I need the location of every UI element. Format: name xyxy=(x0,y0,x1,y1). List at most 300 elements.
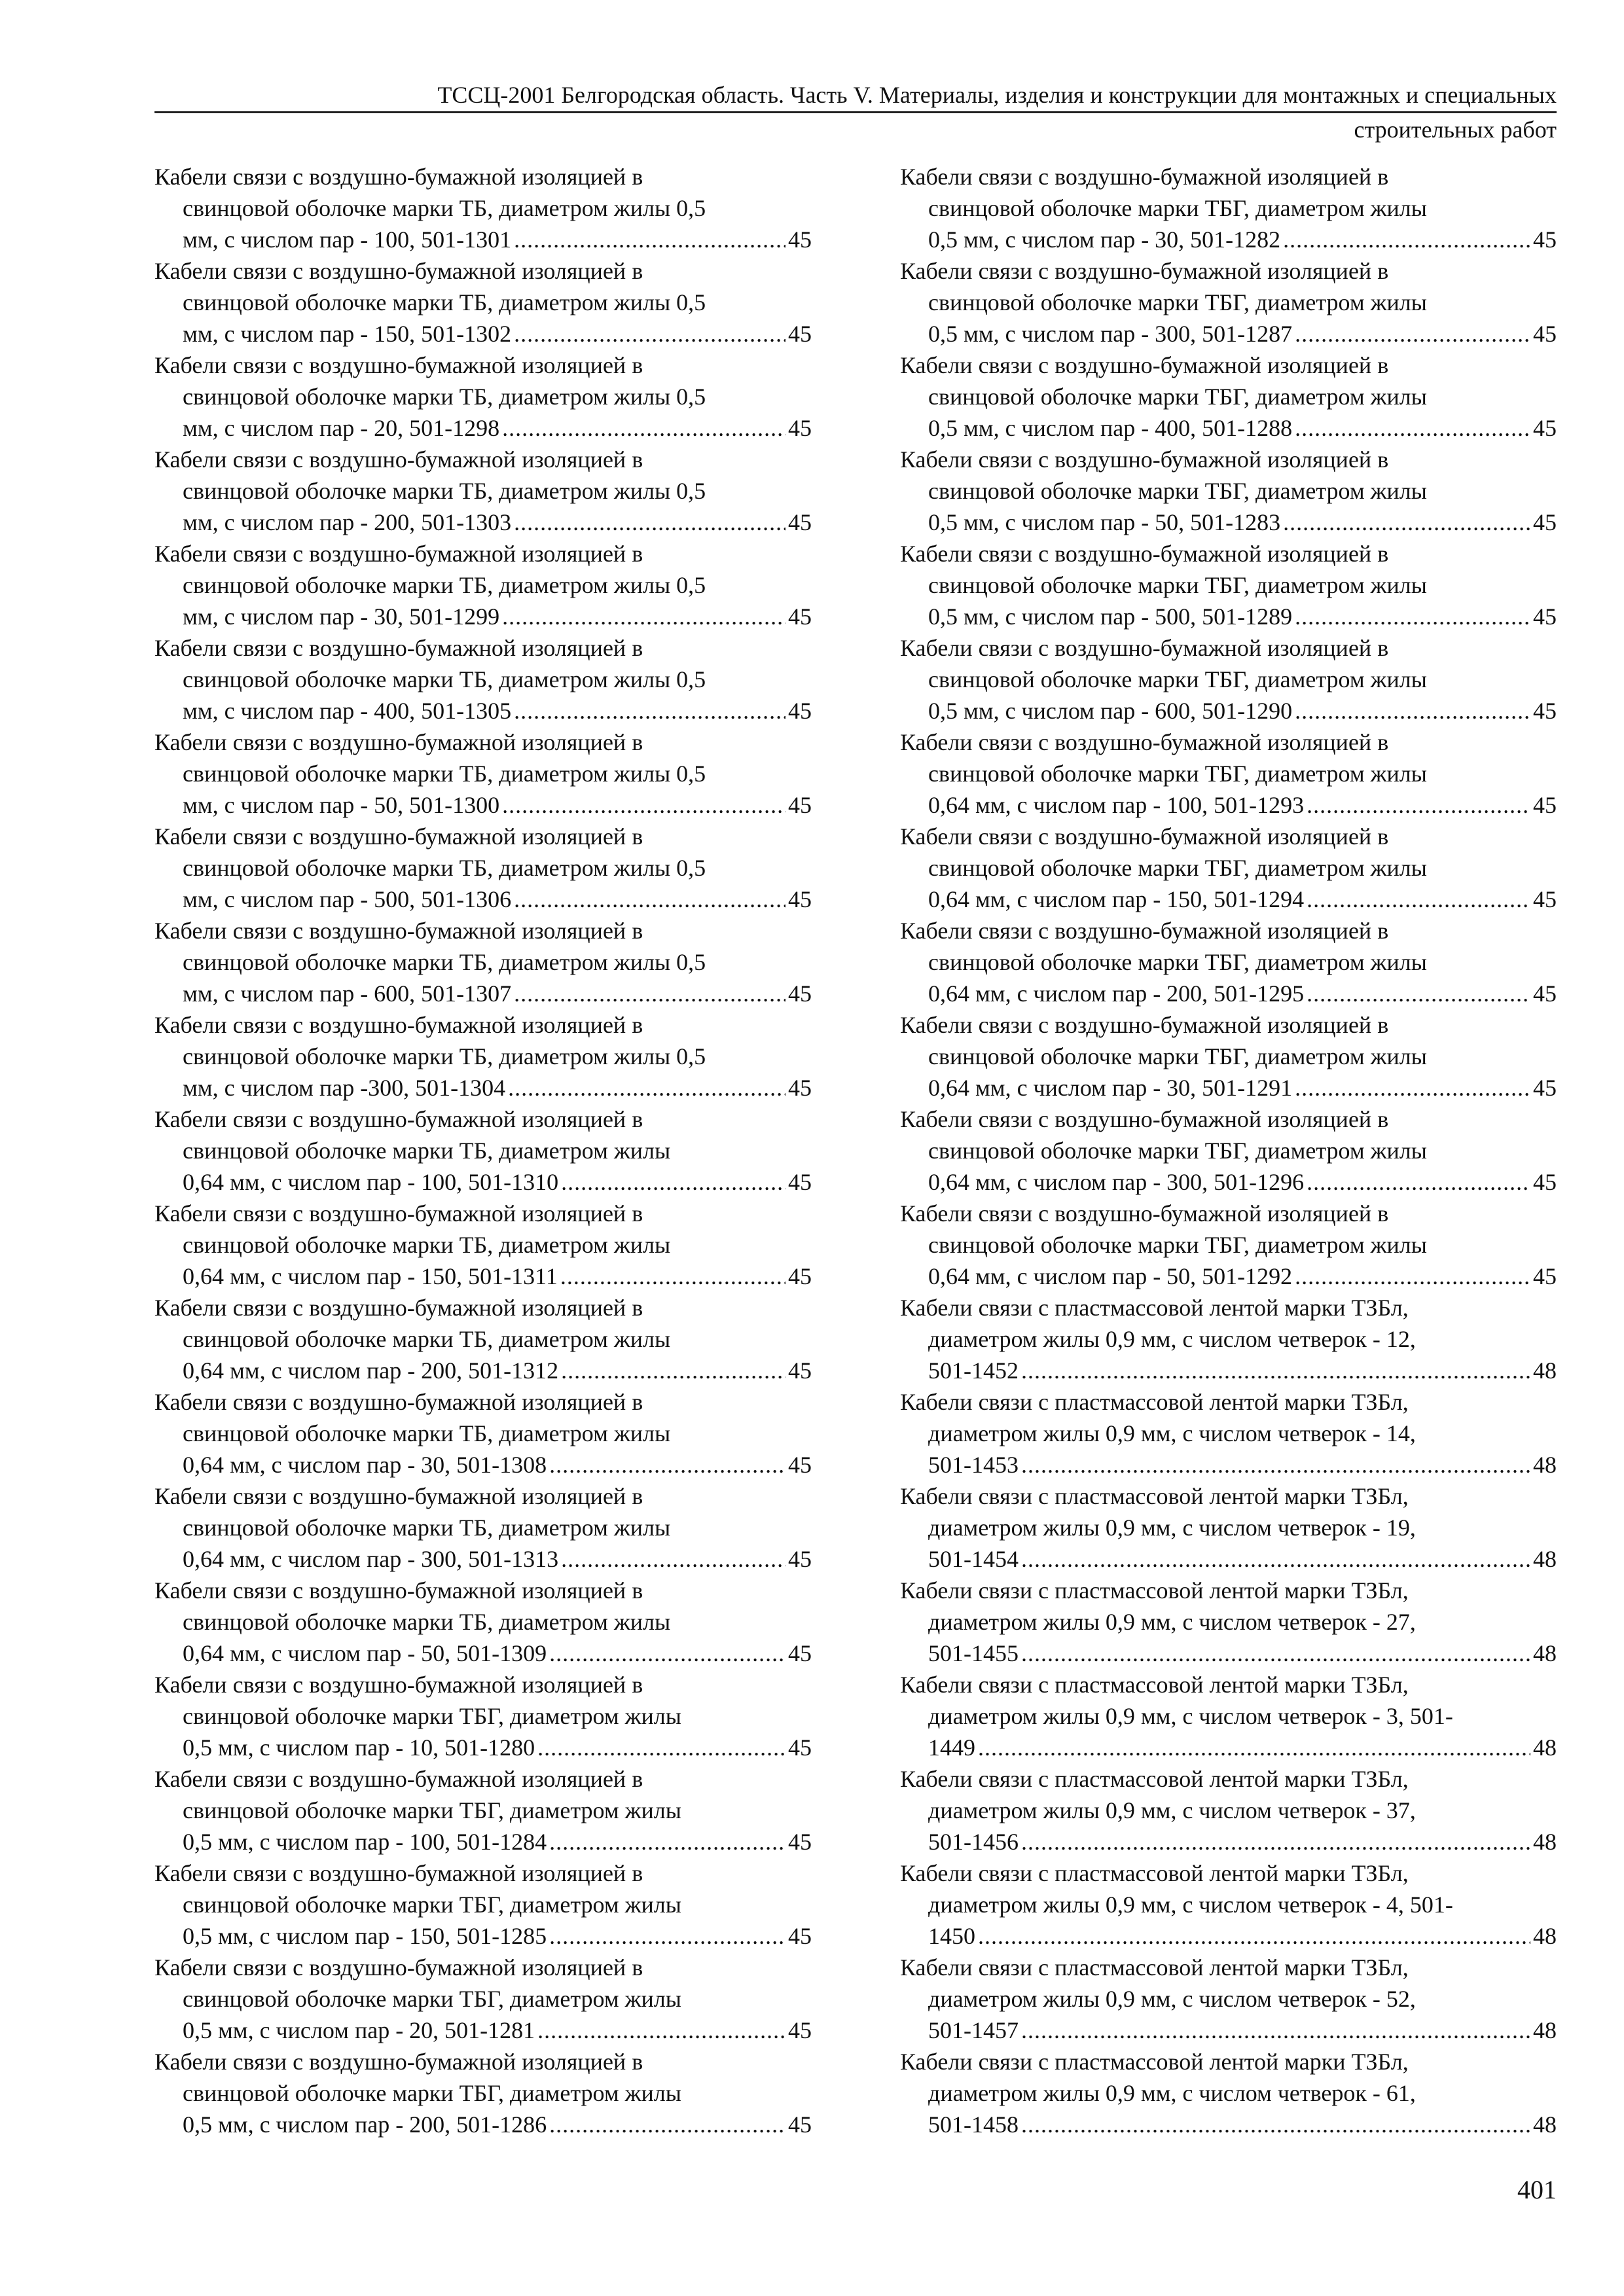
index-entry xyxy=(900,1103,1557,1198)
index-entry xyxy=(900,255,1557,350)
index-entry-line: Кабели связи с воздушно-бумажной изоляцией в xyxy=(154,635,643,661)
index-entry-line: Кабели связи с воздушно-бумажной изоляцией в xyxy=(154,1954,643,1981)
index-entry-line: Кабели связи с пластмассовой лентой марки ТЗБл, xyxy=(900,1766,1409,1792)
index-entry-page: 48 xyxy=(1533,1357,1557,1384)
index-entry-line: Кабели связи с воздушно-бумажной изоляцией в xyxy=(900,823,1389,850)
index-entry xyxy=(900,726,1557,821)
dot-leader xyxy=(1307,884,1530,915)
index-entry-last-line xyxy=(154,2015,812,2046)
index-entry-text: 0,64 мм, с числом пар - 300, 501-1296 xyxy=(928,1169,1305,1195)
index-entry-line: свинцовой оболочке марки ТБГ, диаметром жилы xyxy=(928,1232,1427,1258)
dot-leader xyxy=(502,412,785,444)
index-entry-page: 45 xyxy=(788,415,812,441)
index-entry xyxy=(900,161,1557,255)
index-column-left xyxy=(154,161,812,2140)
index-entry-page: 48 xyxy=(1533,1546,1557,1572)
index-entry xyxy=(900,2046,1557,2140)
index-entry-text: 0,5 мм, с числом пар - 100, 501-1284 xyxy=(183,1829,547,1855)
index-entry-line: свинцовой оболочке марки ТБ, диаметром жилы 0,5 xyxy=(183,478,706,504)
dot-leader xyxy=(502,601,785,632)
index-entry xyxy=(900,1952,1557,2046)
index-entry xyxy=(900,1386,1557,1480)
dot-leader xyxy=(537,1732,785,1763)
index-entry-text: мм, с числом пар - 500, 501-1306 xyxy=(183,886,512,912)
index-entry-line: Кабели связи с воздушно-бумажной изоляцией в xyxy=(154,258,643,284)
index-entry-line: Кабели связи с воздушно-бумажной изоляцией в xyxy=(154,541,643,567)
index-entry-last-line xyxy=(900,1543,1557,1575)
index-entry-text: 0,5 мм, с числом пар - 600, 501-1290 xyxy=(928,698,1293,724)
index-entry xyxy=(154,1386,812,1480)
index-entry-last-line xyxy=(154,601,812,632)
index-entry-last-line xyxy=(900,2109,1557,2140)
dot-leader xyxy=(514,224,785,255)
index-entry-text: 501-1458 xyxy=(928,2111,1019,2138)
header-rule xyxy=(154,111,1557,113)
index-entry-line: свинцовой оболочке марки ТБ, диаметром жилы xyxy=(183,1515,671,1541)
index-entry xyxy=(154,1952,812,2046)
index-entry xyxy=(900,1763,1557,1857)
index-entry-text: 0,64 мм, с числом пар - 150, 501-1294 xyxy=(928,886,1305,912)
dot-leader xyxy=(978,1732,1530,1763)
index-entry-last-line xyxy=(154,1543,812,1575)
index-entry-page: 45 xyxy=(788,1640,812,1666)
dot-leader xyxy=(1295,1261,1530,1292)
index-entry-line: свинцовой оболочке марки ТБГ, диаметром жилы xyxy=(183,2080,681,2106)
index-entry xyxy=(154,1575,812,1669)
header-title-line-1: ТССЦ-2001 Белгородская область. Часть V. Материалы, изделия и конструкции для монтажных и специальных xyxy=(437,82,1557,108)
index-entry-page: 48 xyxy=(1533,1452,1557,1478)
index-entry-text: 0,64 мм, с числом пар - 30, 501-1291 xyxy=(928,1075,1293,1101)
index-entry-page: 45 xyxy=(788,1263,812,1289)
index-entry-last-line xyxy=(900,1355,1557,1386)
index-entry-page: 45 xyxy=(788,603,812,630)
index-entry-last-line xyxy=(900,412,1557,444)
index-entry xyxy=(154,726,812,821)
index-entry-text: 501-1453 xyxy=(928,1452,1019,1478)
index-entry-text: 0,5 мм, с числом пар - 400, 501-1288 xyxy=(928,415,1293,441)
index-entry-text: 1449 xyxy=(928,1734,975,1761)
index-entry-page: 45 xyxy=(788,2017,812,2043)
index-entry-page: 45 xyxy=(1533,1075,1557,1101)
index-entry xyxy=(900,1575,1557,1669)
index-entry xyxy=(900,632,1557,726)
index-entry-text: мм, с числом пар - 50, 501-1300 xyxy=(183,792,500,818)
index-entry-last-line xyxy=(154,978,812,1009)
index-entry-text: 501-1457 xyxy=(928,2017,1019,2043)
index-entry-page: 48 xyxy=(1533,2017,1557,2043)
index-entry-line: свинцовой оболочке марки ТБГ, диаметром жилы xyxy=(183,1892,681,1918)
index-entry xyxy=(154,1292,812,1386)
index-entry-line: свинцовой оболочке марки ТБГ, диаметром жилы xyxy=(183,1703,681,1729)
index-entry-line: Кабели связи с воздушно-бумажной изоляцией в xyxy=(154,823,643,850)
index-entry-page: 45 xyxy=(788,886,812,912)
index-entry-line: свинцовой оболочке марки ТБГ, диаметром жилы xyxy=(183,1797,681,1823)
dot-leader xyxy=(514,507,785,538)
index-entry-page: 45 xyxy=(788,1923,812,1949)
dot-leader xyxy=(514,884,785,915)
index-entry-last-line xyxy=(900,1920,1557,1952)
index-entry-text: 501-1452 xyxy=(928,1357,1019,1384)
index-entry-line: Кабели связи с воздушно-бумажной изоляцией в xyxy=(154,1860,643,1886)
index-entry-page: 45 xyxy=(1533,509,1557,535)
index-entry-text: 501-1454 xyxy=(928,1546,1019,1572)
index-entry-line: свинцовой оболочке марки ТБ, диаметром жилы 0,5 xyxy=(183,855,706,881)
index-entry-line: свинцовой оболочке марки ТБ, диаметром жилы 0,5 xyxy=(183,666,706,692)
index-entry-line: свинцовой оболочке марки ТБ, диаметром жилы xyxy=(183,1609,671,1635)
dot-leader xyxy=(508,1072,785,1103)
index-entry-last-line xyxy=(154,507,812,538)
dot-leader xyxy=(1295,412,1530,444)
index-entry-line: Кабели связи с пластмассовой лентой марки ТЗБл, xyxy=(900,1860,1409,1886)
index-entry-text: мм, с числом пар -300, 501-1304 xyxy=(183,1075,506,1101)
index-entry-text: 0,64 мм, с числом пар - 200, 501-1295 xyxy=(928,980,1305,1007)
index-entry-text: 0,64 мм, с числом пар - 100, 501-1310 xyxy=(183,1169,559,1195)
index-entry-text: мм, с числом пар - 100, 501-1301 xyxy=(183,226,512,253)
index-entry-line: Кабели связи с воздушно-бумажной изоляцией в xyxy=(900,164,1389,190)
index-entry xyxy=(154,821,812,915)
index-entry-text: мм, с числом пар - 20, 501-1298 xyxy=(183,415,500,441)
index-entry-line: свинцовой оболочке марки ТБ, диаметром жилы xyxy=(183,1232,671,1258)
index-entry-line: свинцовой оболочке марки ТБГ, диаметром жилы xyxy=(928,289,1427,315)
index-entry-last-line xyxy=(154,1261,812,1292)
index-entry-page: 45 xyxy=(1533,1169,1557,1195)
index-entry xyxy=(154,1009,812,1103)
index-entry xyxy=(154,1198,812,1292)
index-entry-line: Кабели связи с воздушно-бумажной изоляцией в xyxy=(900,446,1389,473)
index-entry xyxy=(154,255,812,350)
dot-leader xyxy=(1295,695,1530,726)
index-entry-page: 45 xyxy=(1533,603,1557,630)
index-entry-page: 48 xyxy=(1533,1923,1557,1949)
index-entry-line: диаметром жилы 0,9 мм, с числом четверок - 3, 501- xyxy=(928,1703,1453,1729)
index-entry-line: свинцовой оболочке марки ТБ, диаметром жилы 0,5 xyxy=(183,195,706,221)
index-entry-line: Кабели связи с пластмассовой лентой марки ТЗБл, xyxy=(900,1483,1409,1509)
index-entry-line: Кабели связи с воздушно-бумажной изоляцией в xyxy=(900,541,1389,567)
index-entry-page: 45 xyxy=(788,1829,812,1855)
index-entry-last-line xyxy=(900,1638,1557,1669)
index-entry-line: диаметром жилы 0,9 мм, с числом четверок - 61, xyxy=(928,2080,1416,2106)
index-entry-last-line xyxy=(900,884,1557,915)
index-entry xyxy=(900,1480,1557,1575)
dot-leader xyxy=(549,1638,785,1669)
index-entry-line: свинцовой оболочке марки ТБГ, диаметром жилы xyxy=(928,1138,1427,1164)
index-entry-line: Кабели связи с пластмассовой лентой марки ТЗБл, xyxy=(900,1954,1409,1981)
index-entry-line: свинцовой оболочке марки ТБ, диаметром жилы 0,5 xyxy=(183,761,706,787)
index-entry-line: Кабели связи с воздушно-бумажной изоляцией в xyxy=(900,1012,1389,1038)
index-entry-line: свинцовой оболочке марки ТБ, диаметром жилы xyxy=(183,1420,671,1446)
index-entry-page: 45 xyxy=(1533,792,1557,818)
index-entry-line: свинцовой оболочке марки ТБ, диаметром жилы 0,5 xyxy=(183,289,706,315)
index-entry-last-line xyxy=(154,1732,812,1763)
index-entry-last-line xyxy=(900,1449,1557,1480)
index-entry xyxy=(900,1198,1557,1292)
index-entry-last-line xyxy=(154,1826,812,1857)
index-entry xyxy=(154,1669,812,1763)
index-entry xyxy=(900,1009,1557,1103)
index-entry-line: свинцовой оболочке марки ТБ, диаметром жилы 0,5 xyxy=(183,384,706,410)
index-entry-last-line xyxy=(900,1826,1557,1857)
index-entry-text: 0,5 мм, с числом пар - 10, 501-1280 xyxy=(183,1734,535,1761)
index-entry xyxy=(154,161,812,255)
index-entry-line: Кабели связи с воздушно-бумажной изоляцией в xyxy=(900,918,1389,944)
index-entry-text: мм, с числом пар - 200, 501-1303 xyxy=(183,509,512,535)
index-entry-line: свинцовой оболочке марки ТБ, диаметром жилы 0,5 xyxy=(183,949,706,975)
index-entry-last-line xyxy=(900,978,1557,1009)
index-entry-page: 45 xyxy=(788,2111,812,2138)
index-entry xyxy=(154,2046,812,2140)
index-entry xyxy=(900,538,1557,632)
dot-leader xyxy=(1021,1543,1530,1575)
index-entry-line: свинцовой оболочке марки ТБГ, диаметром жилы xyxy=(928,855,1427,881)
index-entry-line: Кабели связи с воздушно-бумажной изоляцией в xyxy=(900,352,1389,378)
index-entry-line: свинцовой оболочке марки ТБГ, диаметром жилы xyxy=(928,572,1427,598)
index-entry-page: 45 xyxy=(788,1169,812,1195)
dot-leader xyxy=(1021,1355,1530,1386)
index-entry-last-line xyxy=(154,318,812,350)
index-entry-line: свинцовой оболочке марки ТБГ, диаметром жилы xyxy=(928,1043,1427,1069)
index-entry-last-line xyxy=(154,884,812,915)
index-entry-last-line xyxy=(154,412,812,444)
index-entry xyxy=(900,915,1557,1009)
index-entry-line: диаметром жилы 0,9 мм, с числом четверок - 12, xyxy=(928,1326,1416,1352)
index-entry xyxy=(154,915,812,1009)
index-entry-last-line xyxy=(154,1072,812,1103)
index-entry-text: 0,64 мм, с числом пар - 150, 501-1311 xyxy=(183,1263,558,1289)
index-entry-last-line xyxy=(900,318,1557,350)
index-entry-page: 45 xyxy=(788,1357,812,1384)
index-entry-line: Кабели связи с воздушно-бумажной изоляцией в xyxy=(154,1295,643,1321)
index-entry-last-line xyxy=(154,1638,812,1669)
index-entry-line: Кабели связи с воздушно-бумажной изоляцией в xyxy=(154,1389,643,1415)
index-entry-text: 0,5 мм, с числом пар - 200, 501-1286 xyxy=(183,2111,547,2138)
index-entry-page: 48 xyxy=(1533,1734,1557,1761)
dot-leader xyxy=(1283,507,1530,538)
index-column-right xyxy=(900,161,1557,2140)
index-entry-page: 45 xyxy=(1533,321,1557,347)
index-entry xyxy=(154,1103,812,1198)
index-entry-page: 45 xyxy=(788,1734,812,1761)
index-entry-page: 48 xyxy=(1533,1829,1557,1855)
dot-leader xyxy=(1021,1638,1530,1669)
index-entry-text: 0,64 мм, с числом пар - 50, 501-1292 xyxy=(928,1263,1293,1289)
index-entry-page: 45 xyxy=(788,698,812,724)
index-entry-text: мм, с числом пар - 150, 501-1302 xyxy=(183,321,512,347)
index-entry-line: Кабели связи с воздушно-бумажной изоляцией в xyxy=(154,446,643,473)
index-entry xyxy=(900,821,1557,915)
index-entry xyxy=(154,632,812,726)
index-entry-line: Кабели связи с воздушно-бумажной изоляцией в xyxy=(154,1106,643,1132)
index-entry-page: 45 xyxy=(788,792,812,818)
index-entry-page: 45 xyxy=(788,980,812,1007)
index-entry-text: 0,5 мм, с числом пар - 30, 501-1282 xyxy=(928,226,1281,253)
dot-leader xyxy=(1295,1072,1530,1103)
index-entry-line: свинцовой оболочке марки ТБ, диаметром жилы xyxy=(183,1326,671,1352)
index-entry xyxy=(900,1669,1557,1763)
index-entry-text: 0,5 мм, с числом пар - 50, 501-1283 xyxy=(928,509,1281,535)
index-entry-text: 0,5 мм, с числом пар - 150, 501-1285 xyxy=(183,1923,547,1949)
index-entry-text: 0,64 мм, с числом пар - 200, 501-1312 xyxy=(183,1357,559,1384)
index-entry-line: Кабели связи с воздушно-бумажной изоляцией в xyxy=(900,258,1389,284)
index-entry-page: 45 xyxy=(788,509,812,535)
index-entry-line: свинцовой оболочке марки ТБГ, диаметром жилы xyxy=(928,195,1427,221)
index-entry-last-line xyxy=(900,2015,1557,2046)
index-entry-last-line xyxy=(900,1732,1557,1763)
index-entry-text: 0,64 мм, с числом пар - 30, 501-1308 xyxy=(183,1452,547,1478)
dot-leader xyxy=(561,1166,785,1198)
index-entry xyxy=(900,444,1557,538)
index-entry-last-line xyxy=(154,1355,812,1386)
index-entry-page: 45 xyxy=(1533,886,1557,912)
index-entry-page: 45 xyxy=(1533,698,1557,724)
index-entry-last-line xyxy=(900,1072,1557,1103)
index-entry xyxy=(900,1857,1557,1952)
dot-leader xyxy=(549,1826,785,1857)
index-entry-page: 45 xyxy=(1533,226,1557,253)
index-entry-text: мм, с числом пар - 600, 501-1307 xyxy=(183,980,512,1007)
dot-leader xyxy=(549,1449,785,1480)
dot-leader xyxy=(514,695,785,726)
index-entry-page: 45 xyxy=(1533,415,1557,441)
dot-leader xyxy=(560,1261,785,1292)
index-entry-line: диаметром жилы 0,9 мм, с числом четверок - 37, xyxy=(928,1797,1416,1823)
index-entry-page: 45 xyxy=(1533,1263,1557,1289)
index-entry-line: Кабели связи с пластмассовой лентой марки ТЗБл, xyxy=(900,1389,1409,1415)
index-entry xyxy=(900,350,1557,444)
index-entry-last-line xyxy=(900,695,1557,726)
index-entry-last-line xyxy=(900,1261,1557,1292)
index-entry-line: Кабели связи с воздушно-бумажной изоляцией в xyxy=(154,352,643,378)
index-entry-line: Кабели связи с воздушно-бумажной изоляцией в xyxy=(154,1012,643,1038)
index-entry-line: Кабели связи с воздушно-бумажной изоляцией в xyxy=(154,1577,643,1604)
dot-leader xyxy=(549,1920,785,1952)
index-entry xyxy=(154,1857,812,1952)
dot-leader xyxy=(1307,1166,1530,1198)
index-entry-line: Кабели связи с пластмассовой лентой марки ТЗБл, xyxy=(900,1672,1409,1698)
dot-leader xyxy=(1021,1449,1530,1480)
index-entry-text: 1450 xyxy=(928,1923,975,1949)
index-entry-line: Кабели связи с воздушно-бумажной изоляцией в xyxy=(154,729,643,755)
dot-leader xyxy=(514,978,785,1009)
index-entry-line: свинцовой оболочке марки ТБ, диаметром жилы 0,5 xyxy=(183,1043,706,1069)
index-entry-line: диаметром жилы 0,9 мм, с числом четверок - 52, xyxy=(928,1986,1416,2012)
dot-leader xyxy=(549,2109,785,2140)
index-entry-line: Кабели связи с воздушно-бумажной изоляцией в xyxy=(154,2049,643,2075)
dot-leader xyxy=(561,1543,785,1575)
index-entry xyxy=(154,444,812,538)
index-entry-last-line xyxy=(154,789,812,821)
index-entry-page: 45 xyxy=(788,1075,812,1101)
index-entry-text: 0,64 мм, с числом пар - 300, 501-1313 xyxy=(183,1546,559,1572)
dot-leader xyxy=(1283,224,1530,255)
index-entry-last-line xyxy=(154,695,812,726)
index-entry-last-line xyxy=(154,1166,812,1198)
dot-leader xyxy=(561,1355,785,1386)
index-entry-line: Кабели связи с воздушно-бумажной изоляцией в xyxy=(154,1672,643,1698)
index-entry-text: 501-1456 xyxy=(928,1829,1019,1855)
index-entry-text: 0,5 мм, с числом пар - 20, 501-1281 xyxy=(183,2017,535,2043)
dot-leader xyxy=(1307,978,1530,1009)
index-entry-text: 0,5 мм, с числом пар - 300, 501-1287 xyxy=(928,321,1293,347)
dot-leader xyxy=(1295,318,1530,350)
index-entry-text: 0,5 мм, с числом пар - 500, 501-1289 xyxy=(928,603,1293,630)
index-entry-last-line xyxy=(900,507,1557,538)
index-entry-line: свинцовой оболочке марки ТБГ, диаметром жилы xyxy=(928,949,1427,975)
index-entry xyxy=(154,1763,812,1857)
index-entry-line: диаметром жилы 0,9 мм, с числом четверок - 19, xyxy=(928,1515,1416,1541)
index-entry-last-line xyxy=(154,224,812,255)
index-entry-line: свинцовой оболочке марки ТБГ, диаметром жилы xyxy=(183,1986,681,2012)
index-entry-line: Кабели связи с воздушно-бумажной изоляцией в xyxy=(154,1483,643,1509)
index-entry-last-line xyxy=(900,1166,1557,1198)
index-entry xyxy=(154,350,812,444)
index-entry-last-line xyxy=(900,601,1557,632)
index-entry-line: диаметром жилы 0,9 мм, с числом четверок - 4, 501- xyxy=(928,1892,1453,1918)
index-entry-last-line xyxy=(154,2109,812,2140)
index-entry-text: 501-1455 xyxy=(928,1640,1019,1666)
index-entry-line: свинцовой оболочке марки ТБ, диаметром жилы xyxy=(183,1138,671,1164)
index-entry-line: Кабели связи с воздушно-бумажной изоляцией в xyxy=(154,164,643,190)
index-entry-last-line xyxy=(154,1920,812,1952)
index-entry-line: Кабели связи с воздушно-бумажной изоляцией в xyxy=(154,1200,643,1227)
index-entry-text: 0,64 мм, с числом пар - 50, 501-1309 xyxy=(183,1640,547,1666)
dot-leader xyxy=(1021,2015,1530,2046)
index-entry-last-line xyxy=(154,1449,812,1480)
index-entry-line: свинцовой оболочке марки ТБГ, диаметром жилы xyxy=(928,666,1427,692)
dot-leader xyxy=(1307,789,1530,821)
running-header xyxy=(154,80,1557,145)
index-entry-page: 45 xyxy=(788,1546,812,1572)
index-entry-text: мм, с числом пар - 30, 501-1299 xyxy=(183,603,500,630)
dot-leader xyxy=(978,1920,1530,1952)
index-entry-line: Кабели связи с воздушно-бумажной изоляцией в xyxy=(154,1766,643,1792)
index-entry-line: Кабели связи с воздушно-бумажной изоляцией в xyxy=(154,918,643,944)
index-entry-page: 48 xyxy=(1533,1640,1557,1666)
index-entry-line: свинцовой оболочке марки ТБГ, диаметром жилы xyxy=(928,761,1427,787)
dot-leader xyxy=(1295,601,1530,632)
header-title-line-2: строительных работ xyxy=(1354,117,1557,143)
index-entry-line: Кабели связи с воздушно-бумажной изоляцией в xyxy=(900,1106,1389,1132)
index-entry-page: 45 xyxy=(788,1452,812,1478)
index-entry-page: 45 xyxy=(1533,980,1557,1007)
index-entry-line: Кабели связи с пластмассовой лентой марки ТЗБл, xyxy=(900,1295,1409,1321)
index-entry-line: свинцовой оболочке марки ТБГ, диаметром жилы xyxy=(928,478,1427,504)
index-entry-line: Кабели связи с воздушно-бумажной изоляцией в xyxy=(900,635,1389,661)
dot-leader xyxy=(1021,1826,1530,1857)
index-entry-last-line xyxy=(900,789,1557,821)
index-entry-last-line xyxy=(900,224,1557,255)
index-entry xyxy=(900,1292,1557,1386)
dot-leader xyxy=(537,2015,785,2046)
index-entry-line: свинцовой оболочке марки ТБГ, диаметром жилы xyxy=(928,384,1427,410)
index-entry-page: 45 xyxy=(788,321,812,347)
page-number: 401 xyxy=(1517,2175,1557,2204)
index-entry-line: диаметром жилы 0,9 мм, с числом четверок - 27, xyxy=(928,1609,1416,1635)
index-entry-line: Кабели связи с воздушно-бумажной изоляцией в xyxy=(900,729,1389,755)
index-entry-line: Кабели связи с пластмассовой лентой марки ТЗБл, xyxy=(900,1577,1409,1604)
dot-leader xyxy=(1021,2109,1530,2140)
index-entry-page: 48 xyxy=(1533,2111,1557,2138)
index-entry-line: Кабели связи с воздушно-бумажной изоляцией в xyxy=(900,1200,1389,1227)
dot-leader xyxy=(514,318,785,350)
dot-leader xyxy=(502,789,785,821)
index-entry-line: диаметром жилы 0,9 мм, с числом четверок - 14, xyxy=(928,1420,1416,1446)
index-entry xyxy=(154,538,812,632)
index-entry-line: Кабели связи с пластмассовой лентой марки ТЗБл, xyxy=(900,2049,1409,2075)
index-entry xyxy=(154,1480,812,1575)
index-entry-page: 45 xyxy=(788,226,812,253)
index-entry-text: 0,64 мм, с числом пар - 100, 501-1293 xyxy=(928,792,1305,818)
index-entry-text: мм, с числом пар - 400, 501-1305 xyxy=(183,698,512,724)
